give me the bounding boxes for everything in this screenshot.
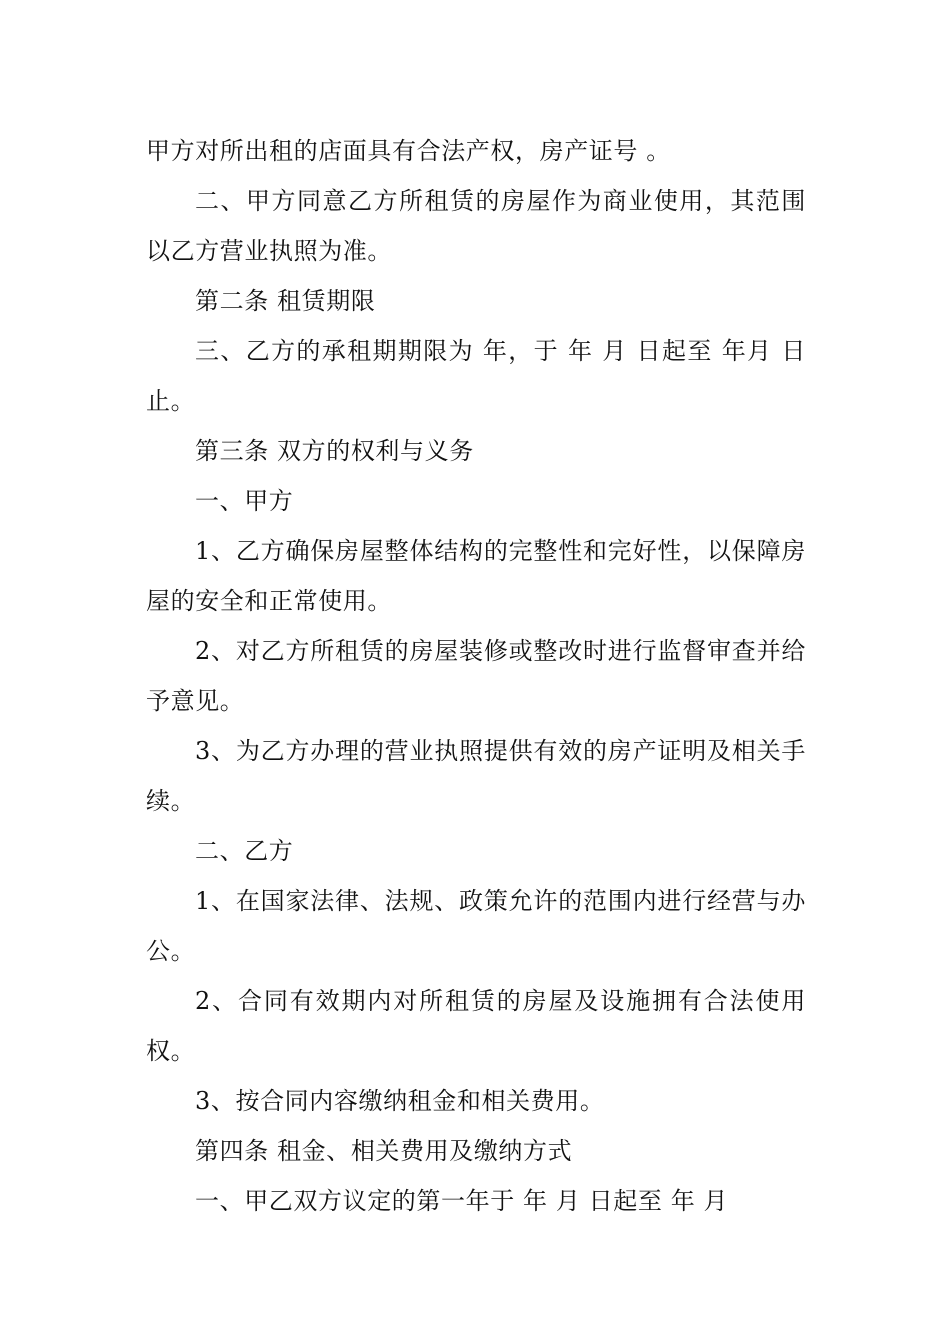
party-b-heading: 二、乙方: [195, 837, 294, 865]
paragraph-lease-term: 三、乙方的承租期期限为 年，于 年 月 日起至 年月 日止。: [146, 337, 806, 415]
article-3-heading: 第三条 双方的权利与义务: [195, 437, 474, 465]
party-b-clause-1: 1、在国家法律、法规、政策允许的范围内进行经营与办公。: [146, 887, 806, 965]
paragraph-first-year-rent: 一、甲乙双方议定的第一年于 年 月 日起至 年 月: [195, 1187, 729, 1215]
party-b-clause-2: 2、合同有效期内对所租赁的房屋及设施拥有合法使用权。: [146, 987, 806, 1065]
paragraph-business-use: 二、甲方同意乙方所租赁的房屋作为商业使用，其范围以乙方营业执照为准。: [146, 187, 806, 265]
party-a-heading: 一、甲方: [195, 487, 294, 515]
party-b-clause-3: 3、按合同内容缴纳租金和相关费用。: [195, 1087, 605, 1115]
party-a-clause-1: 1、乙方确保房屋整体结构的完整性和完好性，以保障房屋的安全和正常使用。: [146, 537, 806, 615]
party-a-clause-3: 3、为乙方办理的营业执照提供有效的房产证明及相关手续。: [146, 737, 806, 815]
paragraph-property-rights: 甲方对所出租的店面具有合法产权，房产证号 。: [146, 137, 671, 165]
party-a-clause-2: 2、对乙方所租赁的房屋装修或整改时进行监督审查并给予意见。: [146, 637, 806, 715]
article-2-heading: 第二条 租赁期限: [195, 287, 376, 315]
document-body: [146, 126, 806, 1226]
article-4-heading: 第四条 租金、相关费用及缴纳方式: [195, 1137, 573, 1165]
